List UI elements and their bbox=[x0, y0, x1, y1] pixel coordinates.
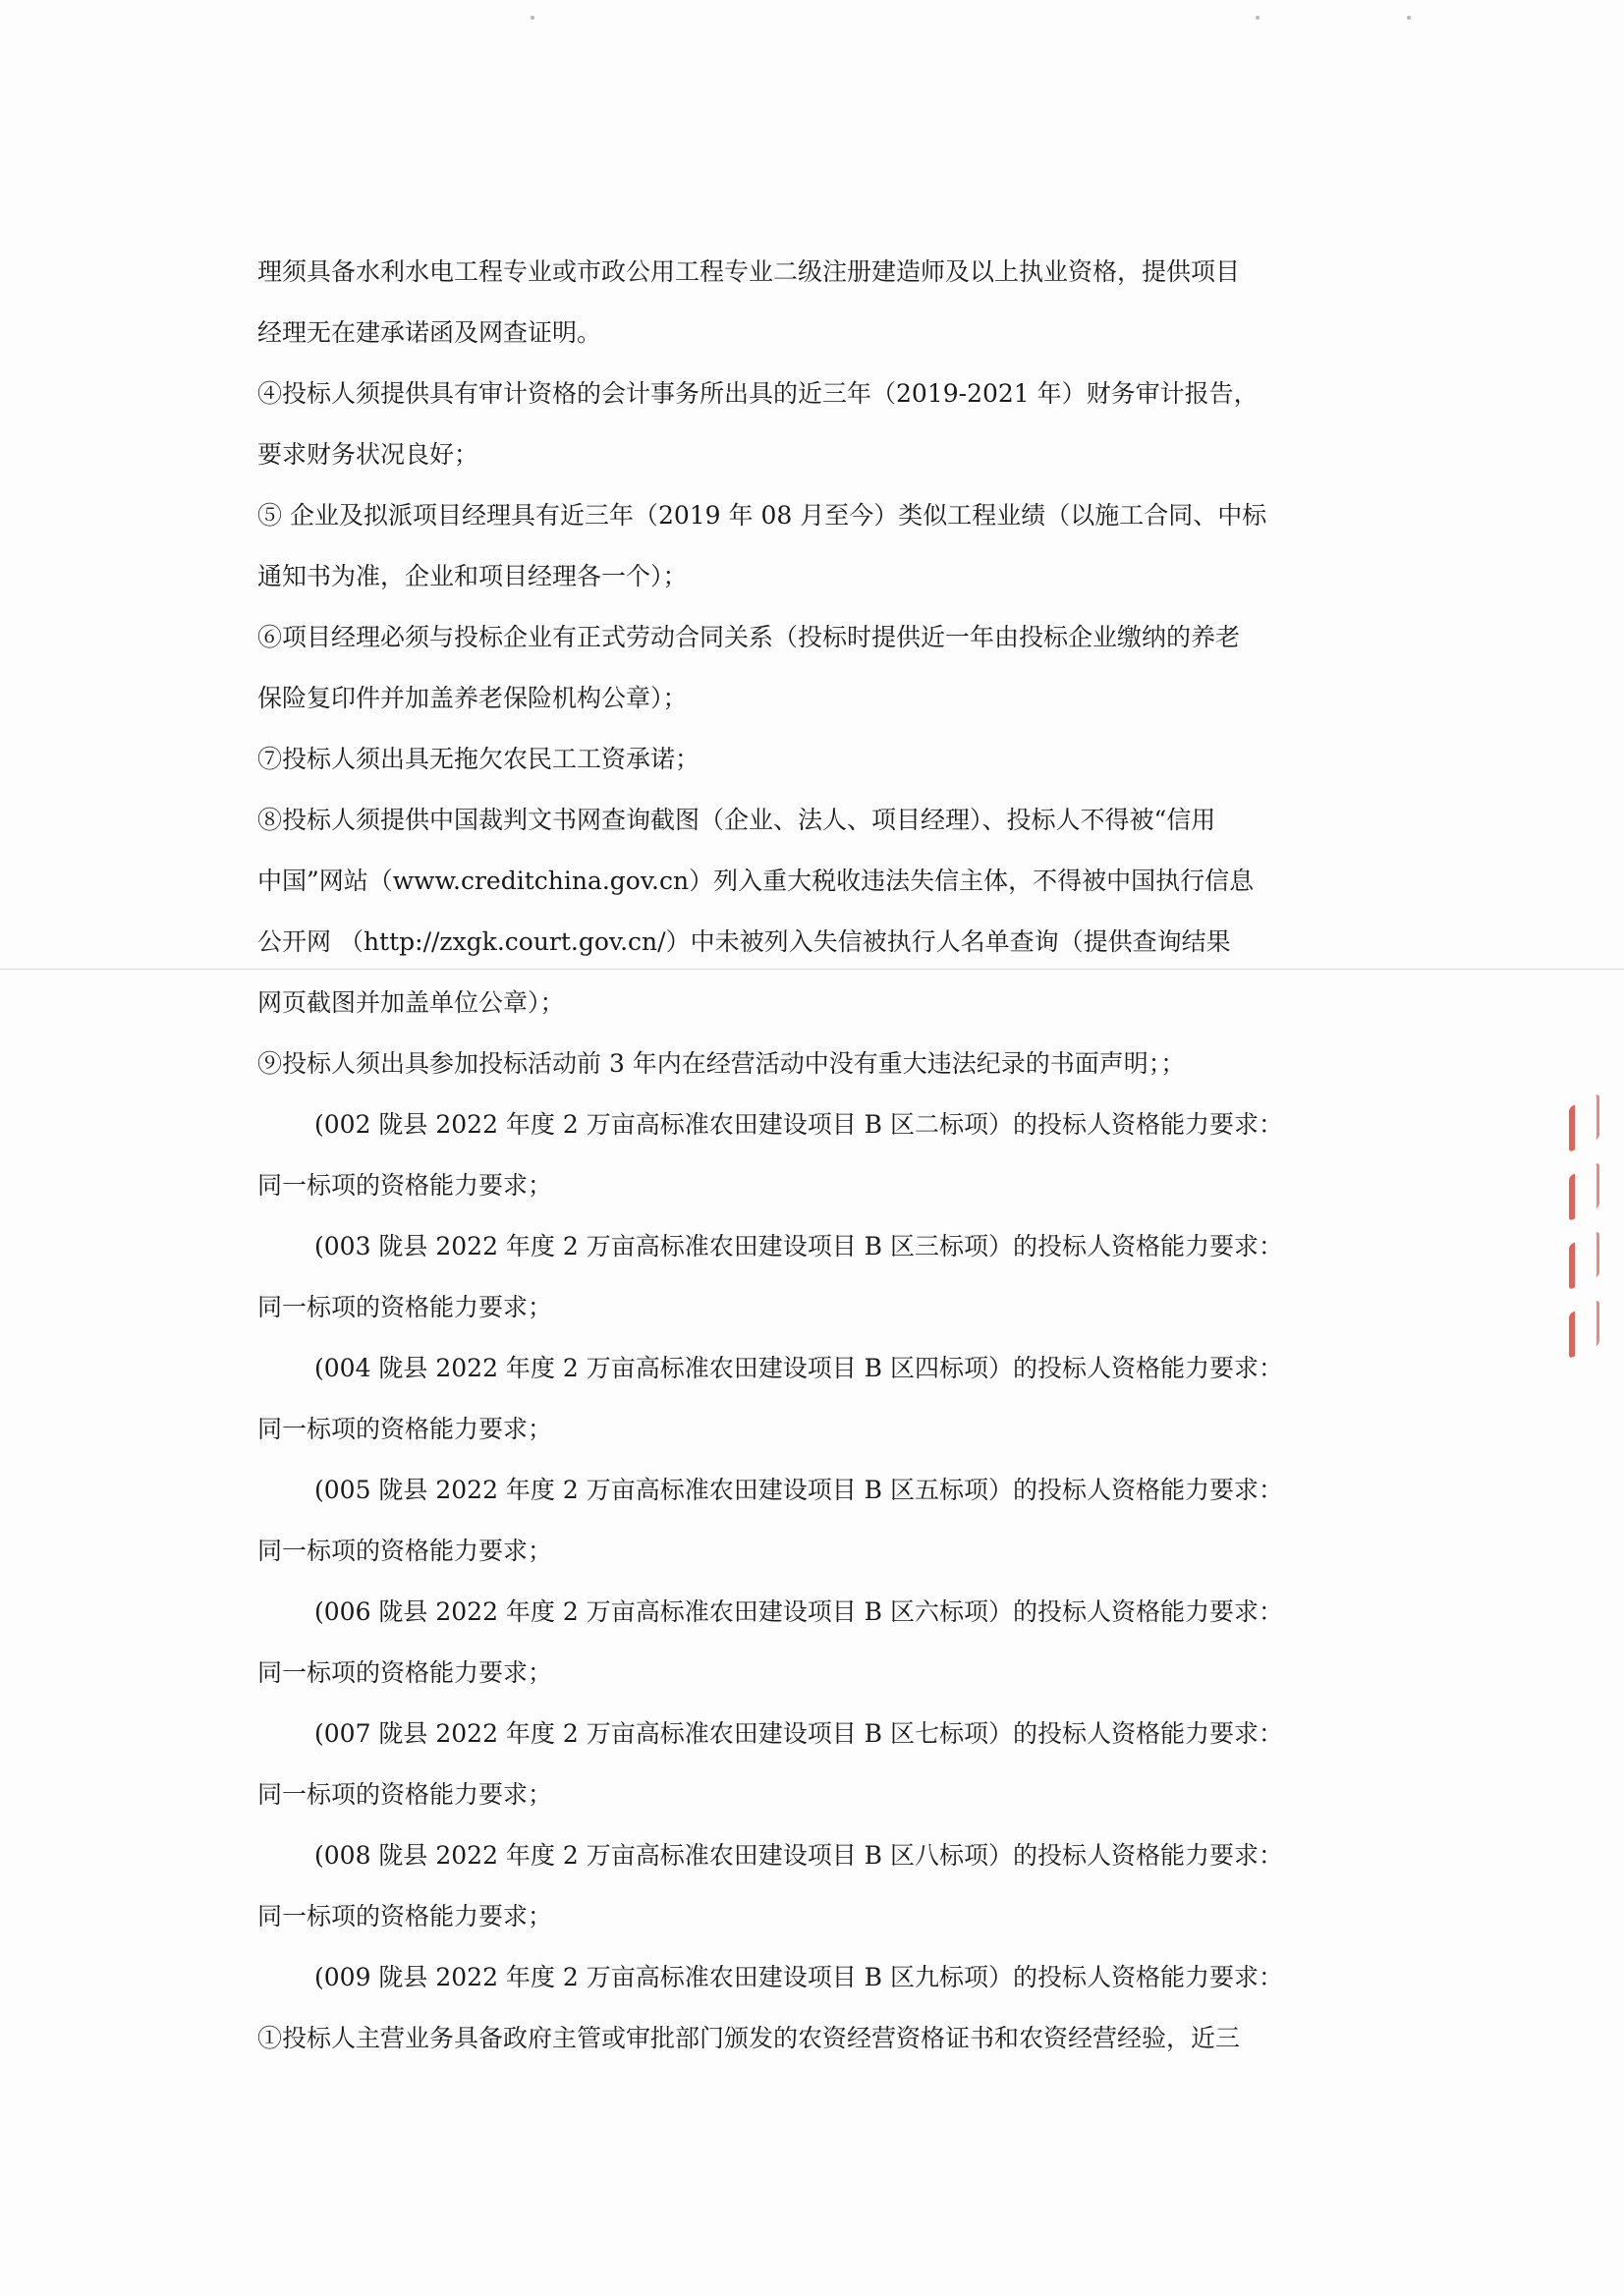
text-line: 通知书为准，企业和项目经理各一个）； bbox=[257, 562, 688, 590]
text-line: (009 陇县 2022 年度 2 万亩高标准农田建设项目 B 区九标项）的投标人资格能力要求： bbox=[314, 1963, 1284, 1991]
text-line: (003 陇县 2022 年度 2 万亩高标准农田建设项目 B 区三标项）的投标人资格能力要求： bbox=[314, 1232, 1284, 1260]
stamp-mark bbox=[1569, 1231, 1599, 1290]
text-line: 公开网 （http://zxgk.court.gov.cn/）中未被列入失信被执行人名单查询（提供查询结果 bbox=[257, 927, 1231, 956]
text-line: 保险复印件并加盖养老保险机构公章）； bbox=[257, 684, 688, 712]
text-line: ⑦投标人须出具无拖欠农民工工资承诺； bbox=[257, 745, 700, 773]
text-line: (007 陇县 2022 年度 2 万亩高标准农田建设项目 B 区七标项）的投标人资格能力要求： bbox=[314, 1719, 1284, 1748]
scan-fold-line bbox=[0, 969, 1624, 970]
text-line: 同一标项的资格能力要求； bbox=[257, 1658, 553, 1687]
text-line: ⑥项目经理必须与投标企业有正式劳动合同关系（投标时提供近一年由投标企业缴纳的养老 bbox=[257, 623, 1241, 651]
text-line: 网页截图并加盖单位公章）； bbox=[257, 988, 565, 1017]
text-line: 同一标项的资格能力要求； bbox=[257, 1415, 553, 1443]
text-line: 中国”网站（www.creditchina.gov.cn）列入重大税收违法失信主体，不得被中国执行信息 bbox=[257, 867, 1255, 895]
text-line: 同一标项的资格能力要求； bbox=[257, 1537, 553, 1565]
text-line: 理须具备水利水电工程专业或市政公用工程专业二级注册建造师及以上执业资格，提供项目 bbox=[257, 257, 1241, 286]
text-line: 同一标项的资格能力要求； bbox=[257, 1171, 553, 1200]
text-line: (005 陇县 2022 年度 2 万亩高标准农田建设项目 B 区五标项）的投标人资格能力要求： bbox=[314, 1476, 1284, 1504]
text-line: 同一标项的资格能力要求； bbox=[257, 1902, 553, 1931]
text-line: 要求财务状况良好； bbox=[257, 440, 479, 469]
stamp-mark bbox=[1569, 1300, 1599, 1359]
text-line: (008 陇县 2022 年度 2 万亩高标准农田建设项目 B 区八标项）的投标人资格能力要求： bbox=[314, 1841, 1284, 1870]
seal-stamp-icon bbox=[1554, 1089, 1613, 1364]
text-line: 同一标项的资格能力要求； bbox=[257, 1293, 553, 1321]
text-line: (004 陇县 2022 年度 2 万亩高标准农田建设项目 B 区四标项）的投标人资格能力要求： bbox=[314, 1354, 1284, 1382]
text-line: (006 陇县 2022 年度 2 万亩高标准农田建设项目 B 区六标项）的投标人资格能力要求： bbox=[314, 1597, 1284, 1626]
text-line: ⑨投标人须出具参加投标活动前 3 年内在经营活动中没有重大违法纪录的书面声明；； bbox=[257, 1049, 1186, 1078]
text-line: 经理无在建承诺函及网查证明。 bbox=[257, 318, 602, 347]
text-line: ④投标人须提供具有审计资格的会计事务所出具的近三年（2019-2021 年）财务审计报告， bbox=[257, 379, 1259, 408]
text-line: 同一标项的资格能力要求； bbox=[257, 1780, 553, 1809]
text-line: ①投标人主营业务具备政府主管或审批部门颁发的农资经营资格证书和农资经营经验，近三 bbox=[257, 2024, 1241, 2052]
stamp-mark bbox=[1569, 1162, 1599, 1221]
scan-artifact bbox=[1256, 16, 1260, 20]
text-line: ⑤ 企业及拟派项目经理具有近三年（2019 年 08 月至今）类似工程业绩（以施工合同、中标 bbox=[257, 501, 1267, 530]
stamp-mark bbox=[1569, 1093, 1599, 1152]
scan-artifact bbox=[531, 16, 534, 20]
text-line: ⑧投标人须提供中国裁判文书网查询截图（企业、法人、项目经理）、投标人不得被“信用 bbox=[257, 806, 1216, 834]
text-line: (002 陇县 2022 年度 2 万亩高标准农田建设项目 B 区二标项）的投标人资格能力要求： bbox=[314, 1110, 1284, 1139]
scan-artifact bbox=[1407, 16, 1411, 20]
